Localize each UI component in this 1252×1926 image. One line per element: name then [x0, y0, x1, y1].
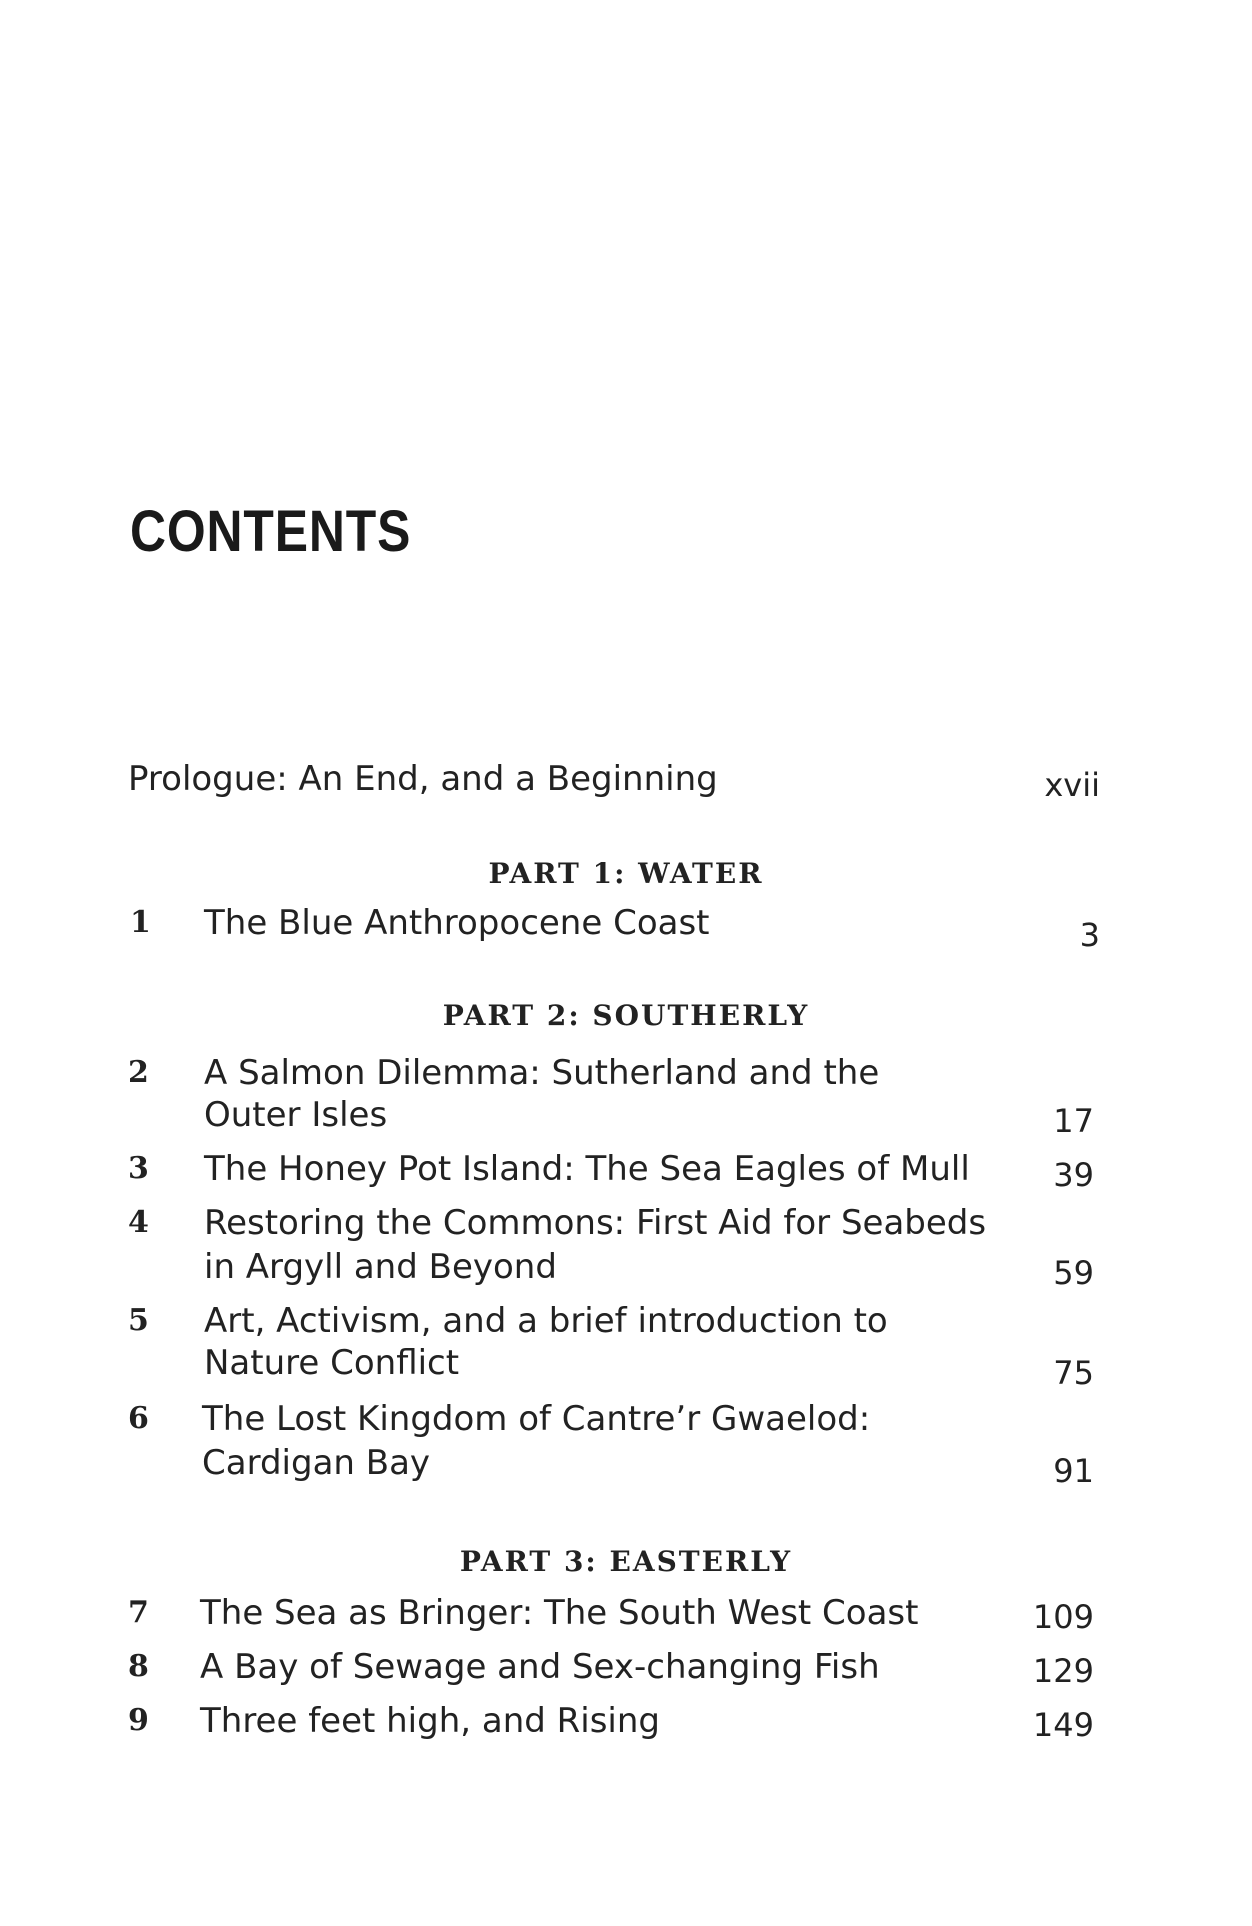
page-title: CONTENTS: [130, 499, 412, 564]
chapter-number: 4: [128, 1205, 149, 1240]
chapter-title: The Sea as Bringer: The South West Coast: [200, 1593, 919, 1633]
prologue-title: Prologue: An End, and a Beginning: [128, 759, 718, 799]
chapter-number: 5: [128, 1303, 149, 1338]
chapter-page: 17: [1053, 1102, 1094, 1140]
chapter-number: 9: [128, 1703, 149, 1738]
chapter-page: 3: [1079, 916, 1100, 954]
chapter-title-line-2: Outer Isles: [204, 1095, 388, 1135]
chapter-number: 2: [128, 1055, 149, 1090]
chapter-title-line-2: Nature Conflict: [204, 1343, 460, 1383]
chapter-number: 1: [130, 905, 151, 940]
chapter-title: The Honey Pot Island: The Sea Eagles of Mull: [204, 1149, 970, 1189]
chapter-title-line-1: The Lost Kingdom of Cantre’r Gwaelod:: [202, 1399, 871, 1439]
chapter-title-line-1: Restoring the Commons: First Aid for Seabeds: [204, 1203, 987, 1243]
part-heading-2: PART 2: SOUTHERLY: [442, 999, 810, 1032]
chapter-title: A Bay of Sewage and Sex-changing Fish: [200, 1647, 880, 1687]
chapter-title: The Blue Anthropocene Coast: [204, 903, 710, 943]
chapter-page: 75: [1053, 1354, 1094, 1392]
part-heading-3: PART 3: EASTERLY: [459, 1545, 793, 1578]
chapter-number: 7: [128, 1595, 149, 1630]
chapter-title-line-2: in Argyll and Beyond: [204, 1247, 557, 1287]
chapter-title-line-1: A Salmon Dilemma: Sutherland and the: [204, 1053, 880, 1093]
chapter-page: 91: [1053, 1452, 1094, 1490]
chapter-title: Three feet high, and Rising: [200, 1701, 661, 1741]
chapter-number: 8: [128, 1649, 149, 1684]
prologue-page: xvii: [1044, 766, 1100, 804]
chapter-page: 59: [1053, 1254, 1094, 1292]
chapter-title-line-1: Art, Activism, and a brief introduction to: [204, 1301, 888, 1341]
chapter-page: 109: [1032, 1598, 1094, 1636]
chapter-title-line-2: Cardigan Bay: [202, 1443, 431, 1483]
chapter-page: 39: [1053, 1156, 1094, 1194]
chapter-number: 6: [128, 1401, 149, 1436]
part-heading-1: PART 1: WATER: [488, 857, 764, 890]
chapter-page: 129: [1032, 1652, 1094, 1690]
chapter-page: 149: [1032, 1706, 1094, 1744]
chapter-number: 3: [128, 1151, 149, 1186]
